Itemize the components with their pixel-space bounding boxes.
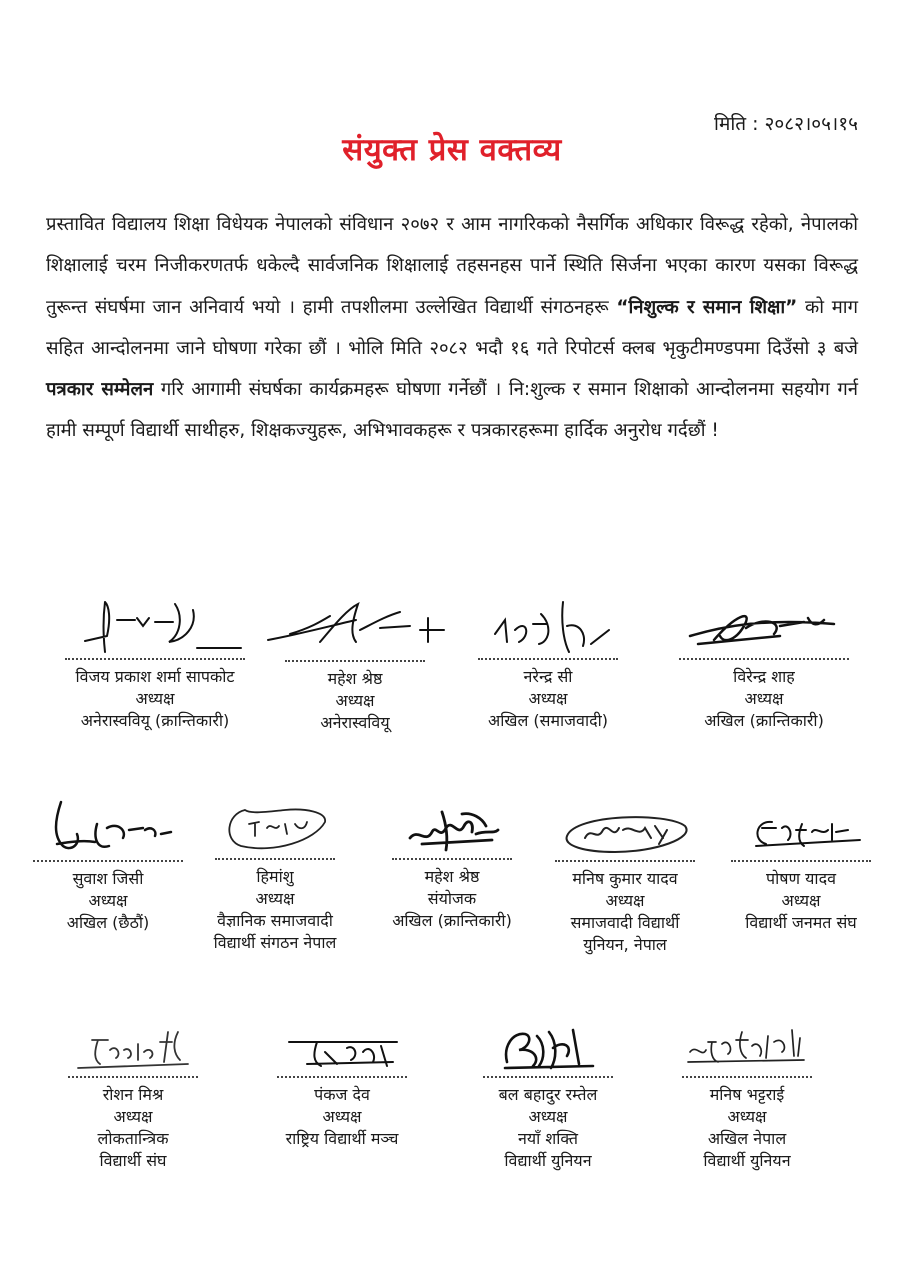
signatory-title: अध्यक्ष (528, 689, 568, 708)
signature-line (68, 1076, 198, 1078)
signature-block (458, 596, 638, 732)
signatory-org: विद्यार्थी संघ (99, 1151, 167, 1170)
signature-block (664, 596, 864, 732)
signatory-org: अखिल (क्रान्तिकारी) (704, 711, 824, 730)
signatory-org: विद्यार्थी जनमत संघ (745, 913, 857, 932)
signature-line (555, 860, 695, 862)
signature-block (468, 1018, 628, 1172)
handwritten-signature (736, 810, 866, 858)
signature-block (262, 1026, 422, 1150)
signatory-title: अध्यक्ष (113, 1107, 153, 1126)
signatory-name: महेश श्रेष्ठ (424, 867, 480, 886)
signatory-org: अखिल (छैठौं) (66, 913, 150, 932)
signatory-title: अध्यक्ष (135, 689, 175, 708)
statement-bold-demand: “निशुल्क र समान शिक्षा” (616, 296, 798, 318)
handwritten-signature (43, 794, 173, 858)
signature-line (285, 660, 425, 662)
signature-block (20, 794, 196, 934)
handwritten-signature (682, 1022, 812, 1074)
signatory-org: राष्ट्रिय विद्यार्थी मञ्च (285, 1129, 399, 1148)
handwritten-signature (483, 596, 613, 656)
signatory-title: अध्यक्ष (335, 691, 375, 710)
signature-block (190, 800, 360, 954)
signatory-org: समाजवादी विद्यार्थी (570, 913, 680, 932)
statement-text-3: गरि आगामी संघर्षका कार्यक्रमहरू घोषणा गर्नेछौं । नि:शुल्क र समान शिक्षाको आन्दोलनमा सहयोग गर्न हामी सम्पूर्ण विद्यार्थी साथीहरु, शिक्षकज्युहरू, अभिभावकहरू र पत्रकारहरूमा हार्दिक अनुरोध गर्दछौं ! (46, 379, 859, 442)
signatory-name: पोषण यादव (766, 869, 836, 888)
signature-block (716, 810, 886, 934)
signatory-name: सुवाश जिसी (72, 869, 144, 888)
signatory-org: अनेरास्ववियू (320, 713, 390, 732)
signatory-org: विद्यार्थी युनियन (504, 1151, 592, 1170)
handwritten-signature (260, 598, 450, 658)
signatory-name: रोशन मिश्र (102, 1085, 164, 1104)
signatory-title: अध्यक्ष (255, 889, 295, 908)
handwritten-signature (277, 1026, 407, 1074)
signatory-org: अखिल नेपाल (707, 1129, 787, 1148)
handwritten-signature (68, 1024, 198, 1074)
signatory-name: मनिष कुमार यादव (572, 869, 678, 888)
signature-block (30, 596, 280, 732)
signatory-title: अध्यक्ष (727, 1107, 767, 1126)
signature-line (65, 658, 245, 660)
handwritten-signature (555, 808, 695, 858)
signatory-name: नरेन्द्र सी (523, 667, 573, 686)
signature-block (540, 808, 710, 956)
signatory-org: अखिल (क्रान्तिकारी) (392, 911, 512, 930)
handwritten-signature (215, 800, 335, 856)
signature-block (372, 804, 532, 932)
handwritten-signature (65, 596, 245, 656)
signatory-org: लोकतान्त्रिक (97, 1129, 169, 1148)
signature-line (478, 658, 618, 660)
signatory-name: हिमांशु (256, 867, 294, 886)
handwritten-signature (402, 804, 502, 856)
document-title: संयुक्त प्रेस वक्तव्य (342, 132, 562, 168)
signatory-org: युनियन, नेपाल (583, 935, 667, 954)
statement-text-2: को माग सहित आन्दोलनमा जाने घोषणा गरेका छौं । भोलि मिति २०८२ भदौ १६ गते रिपोटर्स क्लब भृकुटीमण्डपमा दिउँसो ३ बजे (46, 296, 859, 359)
signatory-name: विजय प्रकाश शर्मा सापकोट (75, 667, 235, 686)
signatory-title: संयोजक (427, 889, 477, 908)
statement-body (46, 204, 858, 452)
signatory-title: अध्यक्ष (605, 891, 645, 910)
signatory-name: बल बहादुर रम्तेल (498, 1085, 598, 1104)
handwritten-signature (684, 596, 844, 656)
signature-line (392, 858, 512, 860)
signatory-title: अध्यक्ष (88, 891, 128, 910)
signatory-name: विरेन्द्र शाह (733, 667, 795, 686)
signatory-name: पंकज देव (314, 1085, 370, 1104)
signatory-name: महेश श्रेष्ठ (327, 669, 383, 688)
signature-block (58, 1024, 208, 1172)
signature-block (250, 598, 460, 734)
signature-line (731, 860, 871, 862)
signatory-title: अध्यक्ष (528, 1107, 568, 1126)
signatory-title: अध्यक्ष (744, 689, 784, 708)
signatory-org: अखिल (समाजवादी) (488, 711, 608, 730)
signatory-name: मनिष भट्टराई (709, 1085, 785, 1104)
statement-bold-press-conference: पत्रकार सम्मेलन (46, 379, 154, 401)
signatory-org: विद्यार्थी संगठन नेपाल (213, 933, 337, 952)
signatory-org: विद्यार्थी युनियन (703, 1151, 791, 1170)
signature-block (672, 1022, 822, 1172)
signatory-title: अध्यक्ष (322, 1107, 362, 1126)
signature-line (33, 860, 183, 862)
signature-line (277, 1076, 407, 1078)
signatory-org: वैज्ञानिक समाजवादी (217, 911, 333, 930)
signature-line (679, 658, 849, 660)
signatory-org: नयाँ शक्ति (517, 1129, 579, 1148)
signature-line (483, 1076, 613, 1078)
signature-line (682, 1076, 812, 1078)
date-line: मिति : २०८२।०५।१५ (714, 113, 858, 135)
handwritten-signature (493, 1018, 603, 1074)
signature-line (215, 858, 335, 860)
signatory-title: अध्यक्ष (781, 891, 821, 910)
statement-text-1: प्रस्तावित विद्यालय शिक्षा विधेयक नेपालको संविधान २०७२ र आम नागरिकको नैसर्गिक अधिकार विरूद्ध रहेको, नेपालको शिक्षालाई चरम निजीकरणतर्फ धकेल्दै सार्वजनिक शिक्षालाई तहसनहस पार्ने स्थिति सिर्जना भएका कारण यसका विरूद्ध तुरून्त संघर्षमा जान अनिवार्य भयो । हामी तपशीलमा उल्लेखित विद्यार्थी संगठनहरू (46, 214, 858, 318)
signatory-org: अनेरास्ववियू (क्रान्तिकारी) (80, 711, 230, 730)
